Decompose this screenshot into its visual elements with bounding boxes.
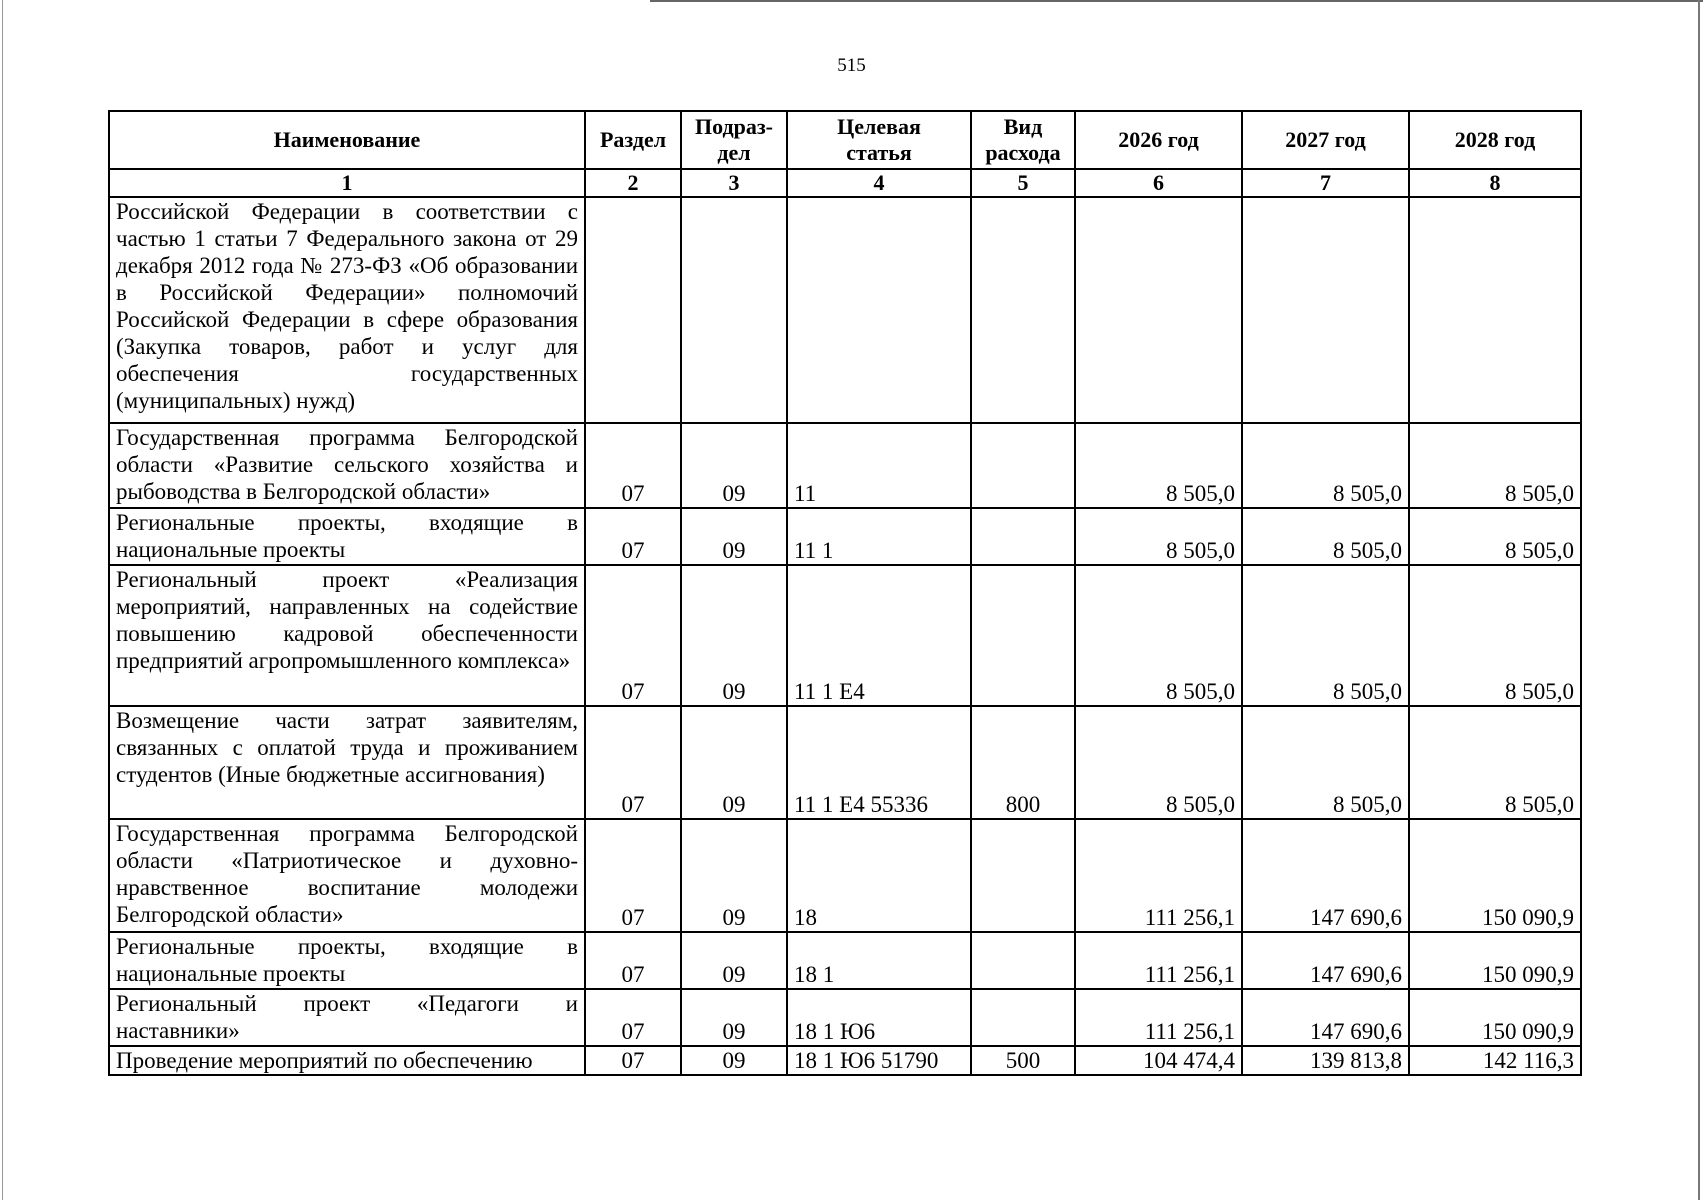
row-2026: 111 256,1 bbox=[1075, 932, 1242, 989]
row-expense-type bbox=[971, 989, 1075, 1046]
row-section bbox=[585, 197, 681, 423]
row-2028: 8 505,0 bbox=[1409, 508, 1581, 565]
table-row bbox=[109, 989, 1581, 1046]
row-subsection: 09 bbox=[681, 819, 787, 932]
row-name: Проведение мероприятий по обеспечению bbox=[109, 1046, 585, 1075]
header-row bbox=[109, 111, 1581, 169]
row-subsection: 09 bbox=[681, 1046, 787, 1075]
row-2027: 8 505,0 bbox=[1242, 508, 1409, 565]
row-subsection: 09 bbox=[681, 706, 787, 819]
row-2027: 8 505,0 bbox=[1242, 565, 1409, 706]
table-row bbox=[109, 819, 1581, 932]
header-expense-type: Вид расхода bbox=[971, 111, 1075, 169]
table-row bbox=[109, 423, 1581, 508]
row-2026: 8 505,0 bbox=[1075, 423, 1242, 508]
table-row bbox=[109, 197, 1581, 423]
row-section: 07 bbox=[585, 423, 681, 508]
column-number: 2 bbox=[585, 169, 681, 197]
row-subsection: 09 bbox=[681, 989, 787, 1046]
row-2026: 111 256,1 bbox=[1075, 819, 1242, 932]
header-2027: 2027 год bbox=[1242, 111, 1409, 169]
header-2028: 2028 год bbox=[1409, 111, 1581, 169]
row-target: 11 1 Е4 55336 bbox=[787, 706, 971, 819]
column-number: 5 bbox=[971, 169, 1075, 197]
row-2026: 8 505,0 bbox=[1075, 706, 1242, 819]
row-target: 11 1 bbox=[787, 508, 971, 565]
header-section: Раздел bbox=[585, 111, 681, 169]
row-section: 07 bbox=[585, 565, 681, 706]
row-target: 18 1 bbox=[787, 932, 971, 989]
page-number: 515 bbox=[837, 55, 866, 76]
row-2026: 8 505,0 bbox=[1075, 565, 1242, 706]
row-2028: 8 505,0 bbox=[1409, 706, 1581, 819]
row-2026: 8 505,0 bbox=[1075, 508, 1242, 565]
header-target: Целевая статья bbox=[787, 111, 971, 169]
row-name: Государственная программа Белгородской области «Патриотическое и духовно-нравственное воспитание молодежи Белгородской области» bbox=[109, 819, 585, 932]
row-2027: 147 690,6 bbox=[1242, 932, 1409, 989]
row-2027: 8 505,0 bbox=[1242, 423, 1409, 508]
row-2027: 147 690,6 bbox=[1242, 819, 1409, 932]
column-number: 1 bbox=[109, 169, 585, 197]
row-expense-type bbox=[971, 932, 1075, 989]
row-2028: 142 116,3 bbox=[1409, 1046, 1581, 1075]
row-section: 07 bbox=[585, 706, 681, 819]
row-name: Возмещение части затрат заявителям, связанных с оплатой труда и проживанием студентов (Иные бюджетные ассигнования) bbox=[109, 706, 585, 819]
column-number: 8 bbox=[1409, 169, 1581, 197]
row-2027: 8 505,0 bbox=[1242, 706, 1409, 819]
row-2027: 139 813,8 bbox=[1242, 1046, 1409, 1075]
row-section: 07 bbox=[585, 1046, 681, 1075]
table-row bbox=[109, 932, 1581, 989]
row-target: 11 1 Е4 bbox=[787, 565, 971, 706]
row-section: 07 bbox=[585, 508, 681, 565]
row-section: 07 bbox=[585, 932, 681, 989]
row-name: Государственная программа Белгородской области «Развитие сельского хозяйства и рыбоводства в Белгородской области» bbox=[109, 423, 585, 508]
row-2028 bbox=[1409, 197, 1581, 423]
row-expense-type: 800 bbox=[971, 706, 1075, 819]
column-number-row bbox=[109, 169, 1581, 197]
row-2027: 147 690,6 bbox=[1242, 989, 1409, 1046]
row-2026 bbox=[1075, 197, 1242, 423]
row-2028: 8 505,0 bbox=[1409, 565, 1581, 706]
table-row bbox=[109, 565, 1581, 706]
row-2027 bbox=[1242, 197, 1409, 423]
header-subsection: Подраз- дел bbox=[681, 111, 787, 169]
row-expense-type bbox=[971, 565, 1075, 706]
row-subsection: 09 bbox=[681, 932, 787, 989]
header-2026: 2026 год bbox=[1075, 111, 1242, 169]
row-section: 07 bbox=[585, 819, 681, 932]
row-subsection: 09 bbox=[681, 423, 787, 508]
row-expense-type: 500 bbox=[971, 1046, 1075, 1075]
row-2026: 111 256,1 bbox=[1075, 989, 1242, 1046]
row-target: 18 1 Ю6 bbox=[787, 989, 971, 1046]
column-number: 7 bbox=[1242, 169, 1409, 197]
row-target: 11 bbox=[787, 423, 971, 508]
column-number: 4 bbox=[787, 169, 971, 197]
row-subsection: 09 bbox=[681, 565, 787, 706]
row-name: Региональные проекты, входящие в национальные проекты bbox=[109, 932, 585, 989]
row-2028: 150 090,9 bbox=[1409, 989, 1581, 1046]
table-row bbox=[109, 706, 1581, 819]
row-2028: 8 505,0 bbox=[1409, 423, 1581, 508]
row-name: Региональные проекты, входящие в национальные проекты bbox=[109, 508, 585, 565]
row-expense-type bbox=[971, 423, 1075, 508]
header-name: Наименование bbox=[109, 111, 585, 169]
row-target bbox=[787, 197, 971, 423]
row-name: Региональный проект «Реализация мероприятий, направленных на содействие повышению кадровой обеспеченности предприятий агропромышленного комплекса» bbox=[109, 565, 585, 706]
row-2026: 104 474,4 bbox=[1075, 1046, 1242, 1075]
row-target: 18 1 Ю6 51790 bbox=[787, 1046, 971, 1075]
budget-table bbox=[108, 110, 1582, 1076]
row-subsection bbox=[681, 197, 787, 423]
row-expense-type bbox=[971, 508, 1075, 565]
column-number: 3 bbox=[681, 169, 787, 197]
row-section: 07 bbox=[585, 989, 681, 1046]
row-name: Региональный проект «Педагоги и наставники» bbox=[109, 989, 585, 1046]
row-2028: 150 090,9 bbox=[1409, 932, 1581, 989]
row-subsection: 09 bbox=[681, 508, 787, 565]
scan-edge-right bbox=[1698, 0, 1700, 1200]
row-target: 18 bbox=[787, 819, 971, 932]
row-name: Российской Федерации в соответствии с частью 1 статьи 7 Федерального закона от 29 декабря 2012 года № 273-ФЗ «Об образовании в Российской Федерации» полномочий Российской Федерации в сфере образования (Закупка товаров, работ и услуг для обеспечения государственных (муниципальных) нужд) bbox=[109, 197, 585, 423]
scan-edge-top bbox=[650, 0, 1703, 2]
row-2028: 150 090,9 bbox=[1409, 819, 1581, 932]
row-expense-type bbox=[971, 197, 1075, 423]
table-row bbox=[109, 508, 1581, 565]
column-number: 6 bbox=[1075, 169, 1242, 197]
scan-edge-left bbox=[2, 0, 3, 1200]
table-row bbox=[109, 1046, 1581, 1075]
row-expense-type bbox=[971, 819, 1075, 932]
